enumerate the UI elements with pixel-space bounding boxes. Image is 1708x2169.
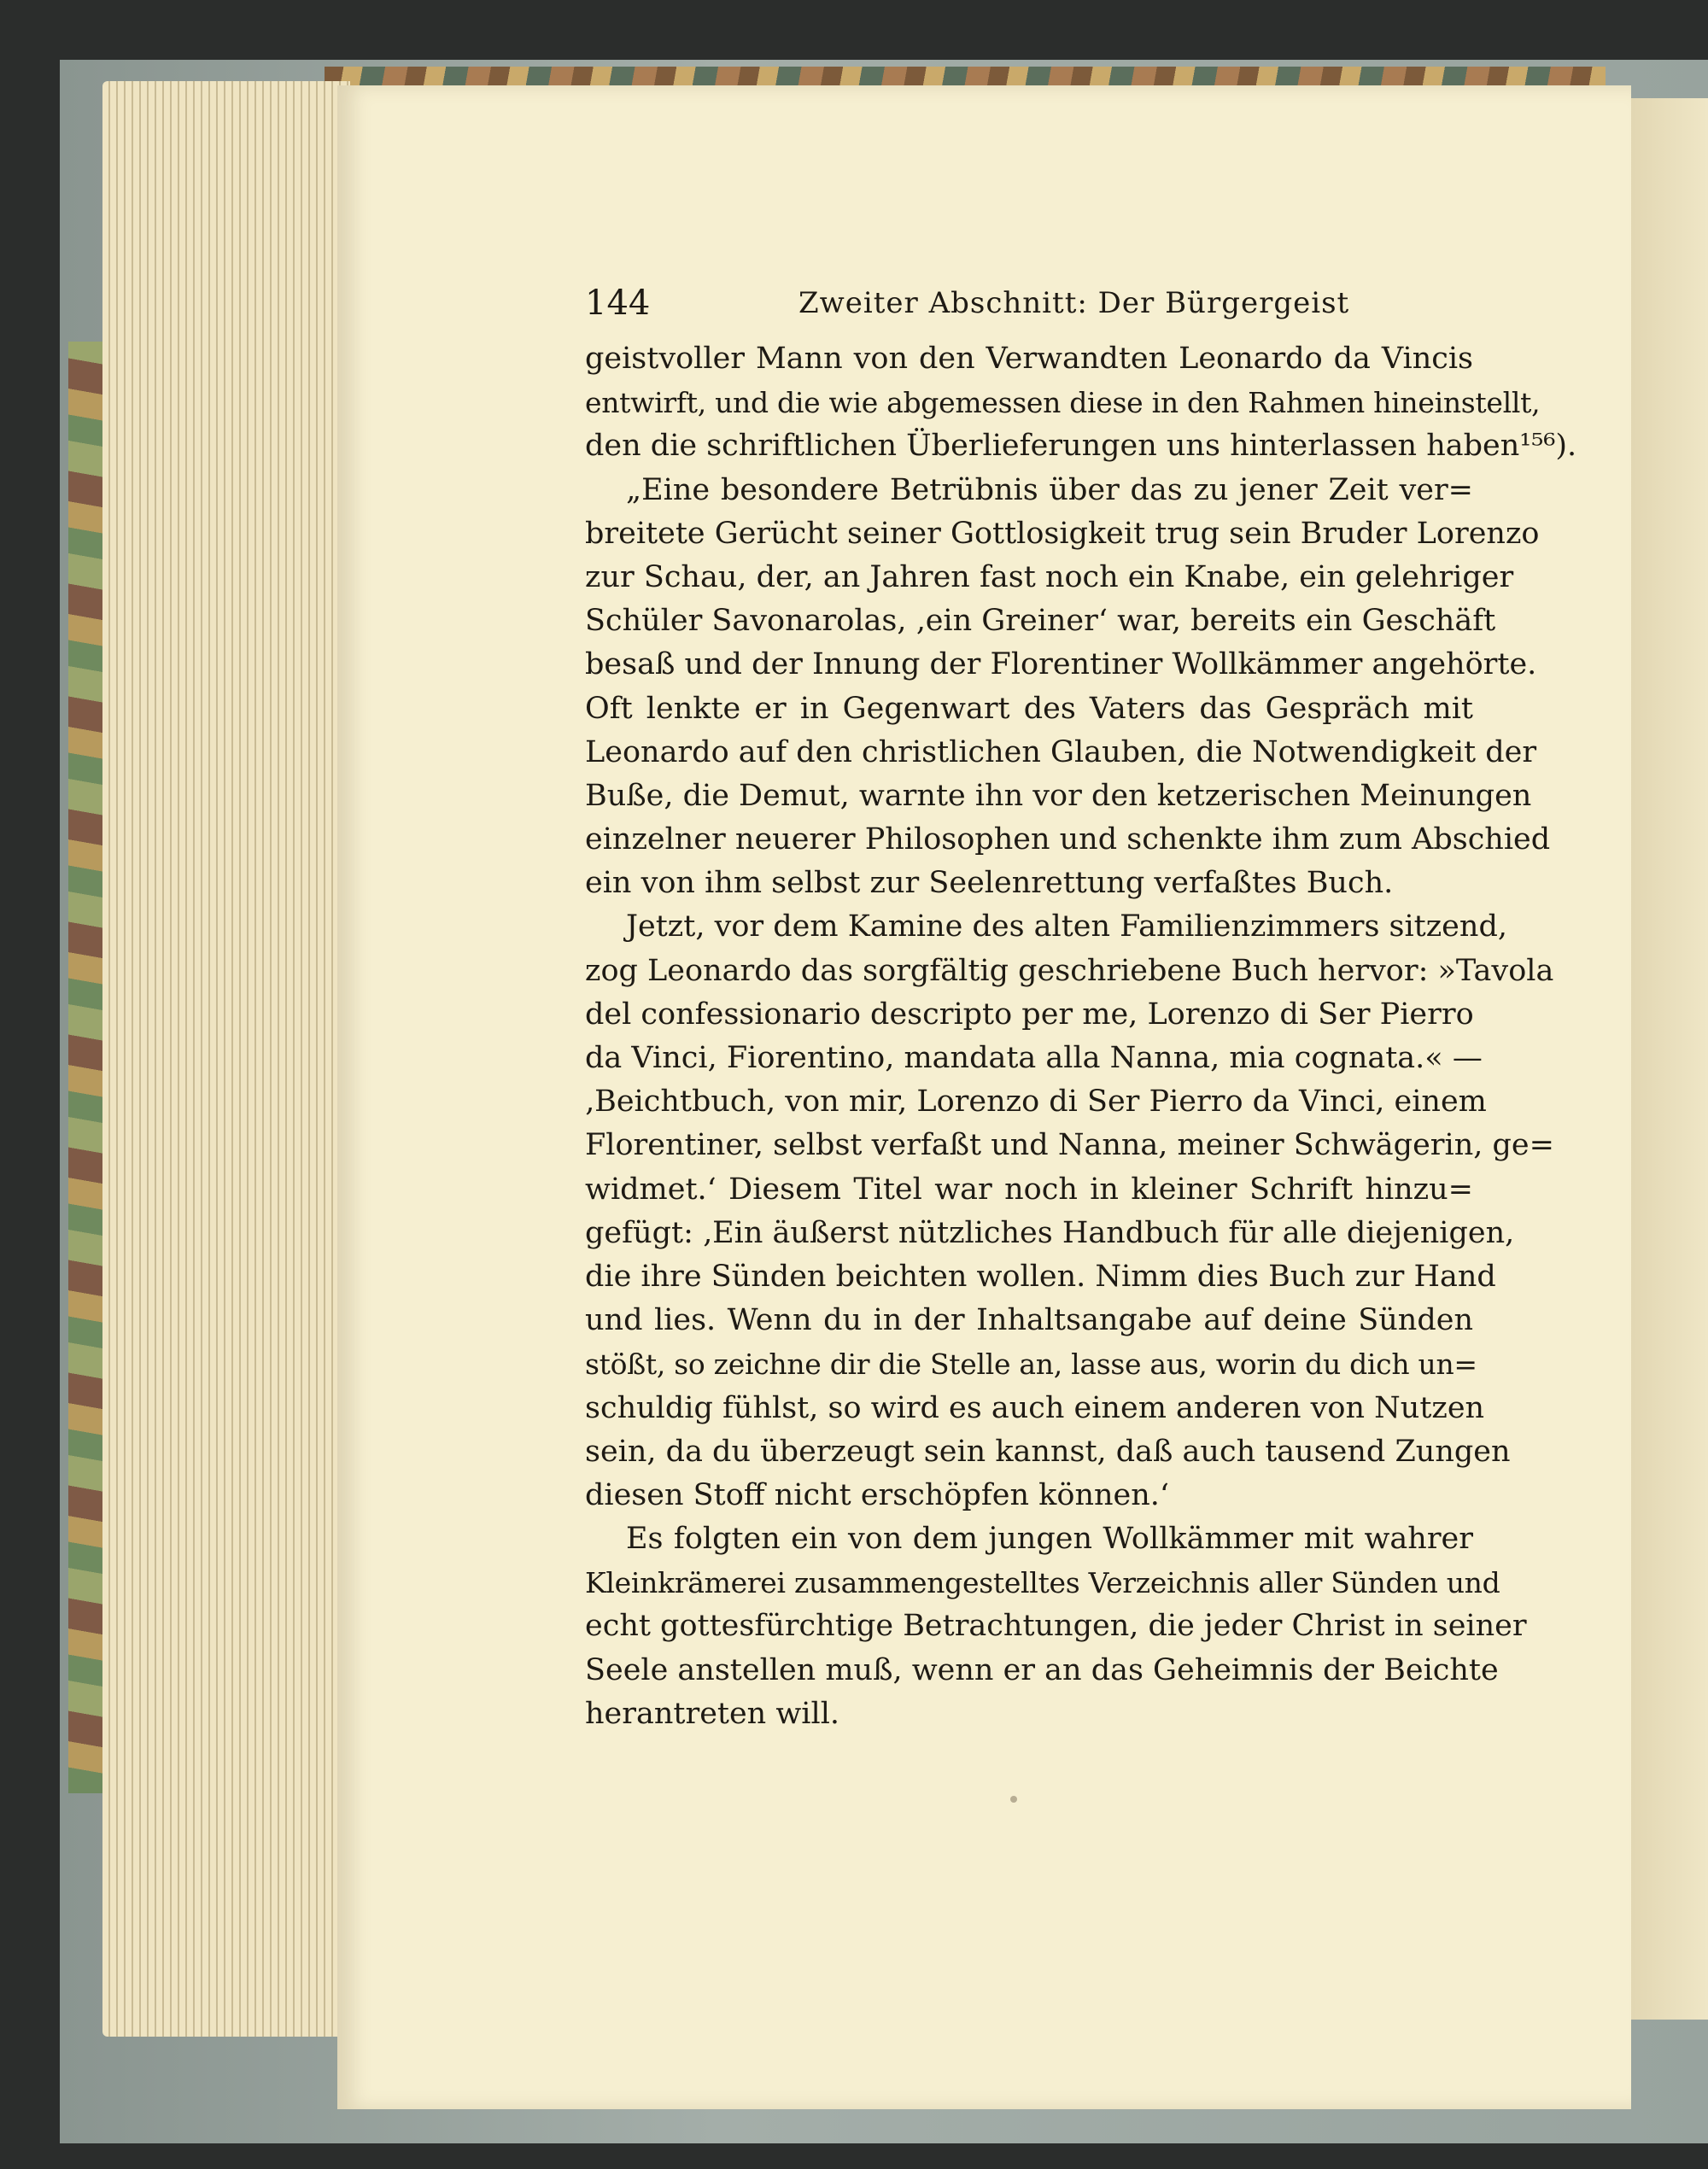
text-line: entwirft, und die wie abgemessen diese in den Rahmen hineinstellt,	[585, 386, 1541, 420]
text-line: Kleinkrämerei zusammengestelltes Verzeichnis aller Sünden und	[585, 1566, 1500, 1600]
text-line: Buße, die Demut, warnte ihn vor den ketzerischen Meinungen	[585, 778, 1532, 813]
text-line: ein von ihm selbst zur Seelenrettung verfaßtes Buch.	[585, 866, 1394, 901]
text-line: Schüler Savonarolas, ‚ein Greiner‘ war, bereits ein Geschäft	[585, 604, 1496, 639]
text-line: widmet.‘ Diesem Titel war noch in kleiner Schrift hinzu=	[585, 1172, 1473, 1207]
text-line: ‚Beichtbuch, von mir, Lorenzo di Ser Pierro da Vinci, einem	[585, 1084, 1487, 1120]
text-line: gefügt: ‚Ein äußerst nützliches Handbuch für alle diejenigen,	[585, 1215, 1515, 1250]
text-line: herantreten will.	[585, 1696, 840, 1731]
text-line: die ihre Sünden beichten wollen. Nimm dies Buch zur Hand	[585, 1259, 1496, 1294]
paper-speck	[1010, 1796, 1017, 1803]
text-line: da Vinci, Fiorentino, mandata alla Nanna, mia cognata.« —	[585, 1041, 1483, 1075]
text-line: besaß und der Innung der Florentiner Wollkämmer angehörte.	[585, 647, 1537, 682]
text-line: und lies. Wenn du in der Inhaltsangabe auf deine Sünden	[585, 1303, 1473, 1338]
text-line: del confessionario descripto per me, Lorenzo di Ser Pierro	[585, 997, 1474, 1032]
text-line: Jetzt, vor dem Kamine des alten Familienzimmers sitzend,	[626, 909, 1507, 944]
marbled-board-left	[68, 342, 102, 1793]
text-line: geistvoller Mann von den Verwandten Leonardo da Vincis	[585, 342, 1473, 376]
page-header	[585, 278, 1482, 329]
text-line: Leonardo auf den christlichen Glauben, die Notwendigkeit der	[585, 734, 1537, 769]
text-line: den die schriftlichen Überlieferungen uns hinterlassen haben¹⁵⁶).	[585, 429, 1577, 464]
text-line: einzelner neuerer Philosophen und schenkte ihm zum Abschied	[585, 822, 1551, 857]
text-line: Seele anstellen muß, wenn er an das Geheimnis der Beichte	[585, 1652, 1499, 1687]
page-number: 144	[585, 284, 651, 323]
page-edges	[102, 81, 350, 2037]
text-line: diesen Stoff nicht erschöpfen können.‘	[585, 1477, 1170, 1512]
text-line: schuldig fühlst, so wird es auch einem anderen von Nutzen	[585, 1390, 1485, 1425]
text-line: zog Leonardo das sorgfältig geschriebene Buch hervor: »Tavola	[585, 953, 1554, 988]
text-line: stößt, so zeichne dir die Stelle an, lasse aus, worin du dich un=	[585, 1348, 1477, 1382]
text-line: echt gottesfürchtige Betrachtungen, die jeder Christ in seiner	[585, 1609, 1527, 1644]
text-line: zur Schau, der, an Jahren fast noch ein Knabe, ein gelehriger	[585, 559, 1514, 594]
text-line: „Eine besondere Betrübnis über das zu jener Zeit ver=	[626, 472, 1473, 507]
text-line: Florentiner, selbst verfaßt und Nanna, meiner Schwägerin, ge=	[585, 1128, 1554, 1163]
text-line: Oft lenkte er in Gegenwart des Vaters das Gespräch mit	[585, 691, 1473, 726]
running-head: Zweiter Abschnitt: Der Bürgergeist	[798, 286, 1350, 320]
text-line: sein, da du überzeugt sein kannst, daß auch tausend Zungen	[585, 1434, 1511, 1469]
text-line: Es folgten ein von dem jungen Wollkämmer mit wahrer	[626, 1522, 1473, 1557]
text-line: breitete Gerücht seiner Gottlosigkeit trug sein Bruder Lorenzo	[585, 516, 1540, 551]
body-text	[585, 337, 1577, 1736]
